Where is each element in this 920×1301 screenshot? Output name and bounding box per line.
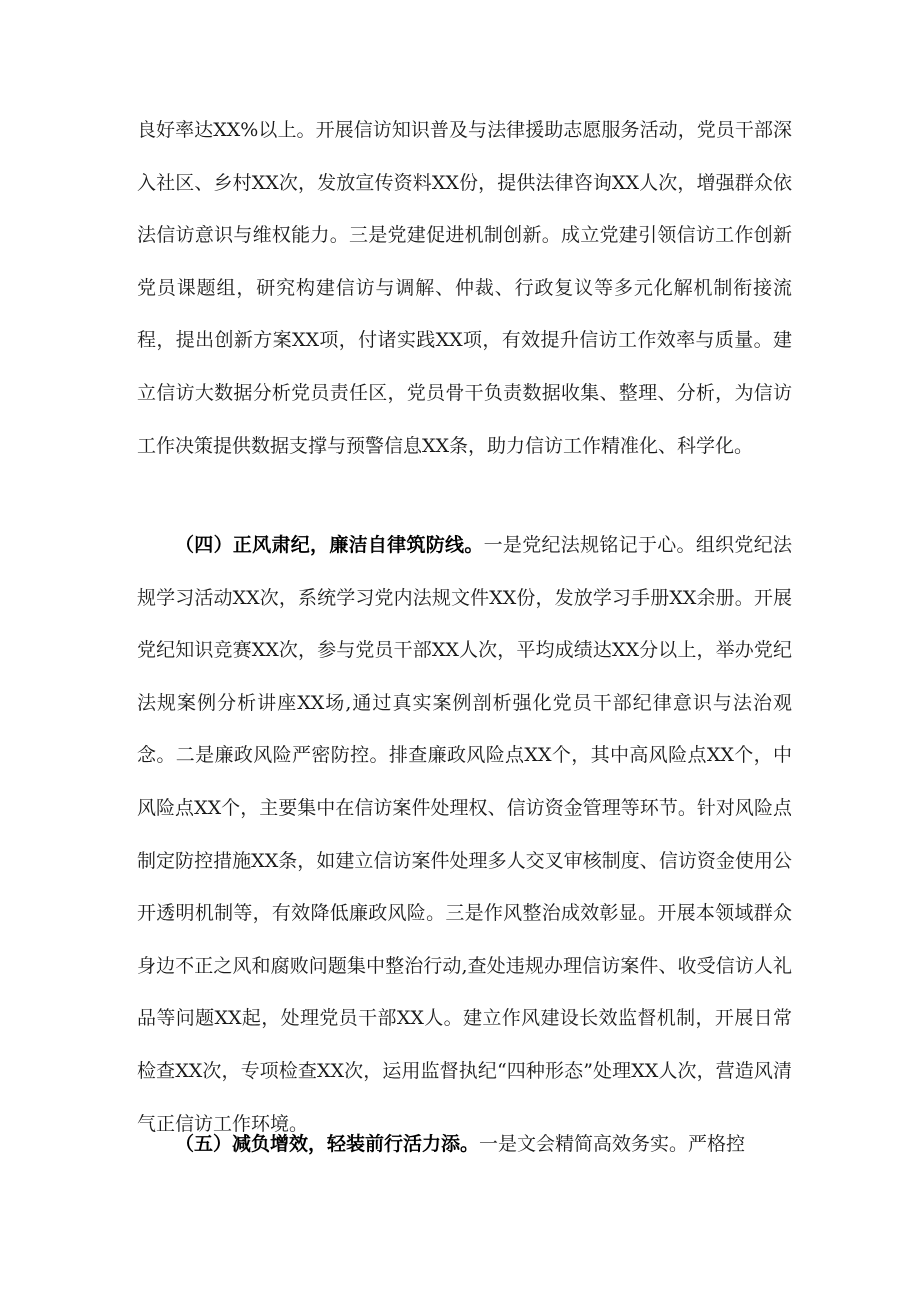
paragraph-continued: 良好率达XX%以上。开展信访知识普及与法律援助志愿服务活动，党员干部深入社区、乡村XX次，发放宣传资料XX份，提供法律咨询XX人次，增强群众依法信访意识与维权能力。三是党建促进机制创新。成立党建引领信访工作创新党员课题组，研究构建信访与调解、仲裁、行政复议等多元化解机制衔接流程，提出创新方案XX项，付诸实践XX项，有效提升信访工作效率与质量。建立信访大数据分析党员责任区，党员骨干负责数据收集、整理、分析，为信访工作决策提供数据支撑与预警信息XX条，助力信访工作精准化、科学化。 bbox=[137, 119, 792, 457]
section-4-paragraph bbox=[137, 519, 792, 1150]
section-5-paragraph bbox=[137, 1118, 792, 1171]
section-4-body: 一是党纪法规铭记于心。组织党纪法规学习活动XX次，系统学习党内法规文件XX份，发放学习手册XX余册。开展党纪知识竞赛XX次，参与党员干部XX人次，平均成绩达XX分以上，举办党纪法规案例分析讲座XX场,通过真实案例剖析强化党员干部纪律意识与法治观念。二是廉政风险严密防控。排查廉政风险点XX个，其中高风险点XX个，中风险点XX个，主要集中在信访案件处理权、信访资金管理等环节。针对风险点制定防控措施XX条，如建立信访案件处理多人交叉审核制度、信访资金使用公开透明机制等，有效降低廉政风险。三是作风整治成效彰显。开展本领域群众身边不正之风和腐败问题集中整治行动,查处违规办理信访案件、收受信访人礼品等问题XX起，处理党员干部XX人。建立作风建设长效监督机制，开展日常检查XX次，专项检查XX次，运用监督执纪“四种形态”处理XX人次，营造风清气正信访工作环境。 bbox=[137, 534, 792, 1135]
section-4-heading: （四）正风肃纪，廉洁自律筑防线。 bbox=[175, 534, 484, 556]
section-5-body: 一是文会精简高效务实。严格控 bbox=[479, 1133, 746, 1155]
section-5-heading: （五）减负增效，轻装前行活力添。 bbox=[175, 1133, 480, 1155]
